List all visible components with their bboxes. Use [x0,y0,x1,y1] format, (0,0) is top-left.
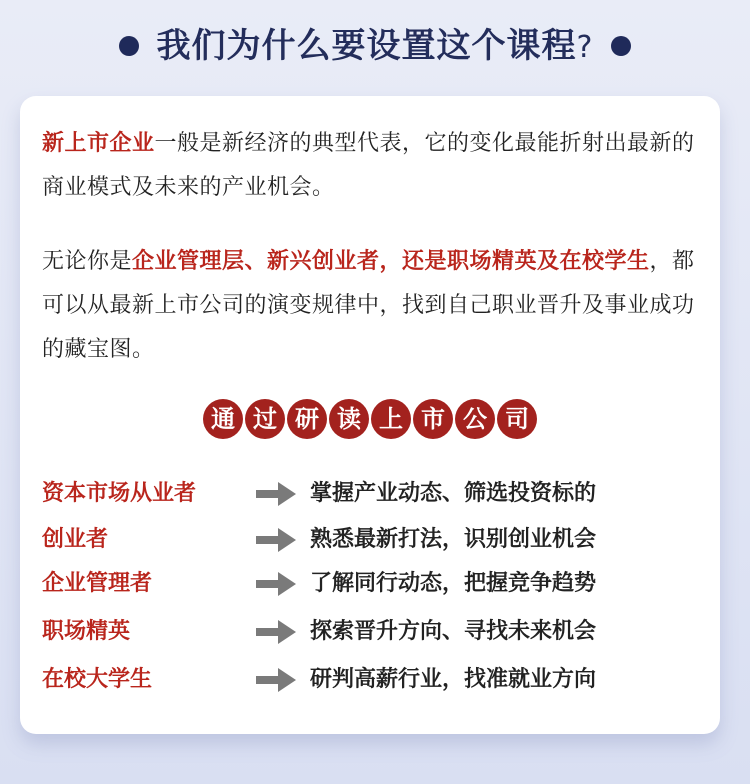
audience-who: 企业管理者 [42,571,153,596]
banner-through-study [20,399,720,439]
intro-text-2: ，都可以从最新上市公司的演变规律中，找到自己职业晋升及事业成功的藏宝图。 [42,249,695,362]
audience-row [42,476,702,512]
intro-text-1: 一般是新经济的典型代表，它的变化最能折射出最新的商业模式及未来的产业机会。 [42,131,695,200]
arrow-right-icon [256,528,296,552]
banner-char: 读 [329,399,369,439]
intro-highlight-2: 企业管理层、新兴创业者，还是职场精英及在校学生 [132,249,650,274]
dot-icon [119,36,139,56]
audience-benefit: 了解同行动态，把握竞争趋势 [310,571,597,596]
audience-benefit: 掌握产业动态、筛选投资标的 [310,481,597,506]
page-title-question-mark: ? [576,30,594,65]
page-title [156,26,594,66]
page-title-main: 我们为什么要设置这个课程 [156,26,577,66]
banner-char: 研 [287,399,327,439]
arrow-right-icon [256,668,296,692]
audience-row [42,522,702,558]
audience-row [42,614,702,650]
intro-paragraph-1 [42,122,702,210]
banner-char: 市 [413,399,453,439]
banner-char: 公 [455,399,495,439]
dot-icon [611,36,631,56]
audience-benefit: 研判高薪行业，找准就业方向 [310,667,597,692]
intro-paragraph-2 [42,240,702,372]
audience-who: 职场精英 [42,619,131,644]
banner-char: 通 [203,399,243,439]
banner-char: 过 [245,399,285,439]
page-title-bar [0,18,750,74]
audience-row [42,566,702,602]
audience-who: 创业者 [42,527,109,552]
arrow-right-icon [256,620,296,644]
audience-benefit: 探索晋升方向、寻找未来机会 [310,619,597,644]
banner-char: 上 [371,399,411,439]
audience-who: 在校大学生 [42,667,153,692]
arrow-right-icon [256,482,296,506]
intro-lead-2: 无论你是 [42,249,133,274]
intro-highlight-1: 新上市企业 [42,131,155,156]
arrow-right-icon [256,572,296,596]
audience-benefit: 熟悉最新打法，识别创业机会 [310,527,597,552]
content-card [20,96,720,734]
banner-char: 司 [497,399,537,439]
audience-row [42,662,702,698]
audience-who: 资本市场从业者 [42,481,197,506]
